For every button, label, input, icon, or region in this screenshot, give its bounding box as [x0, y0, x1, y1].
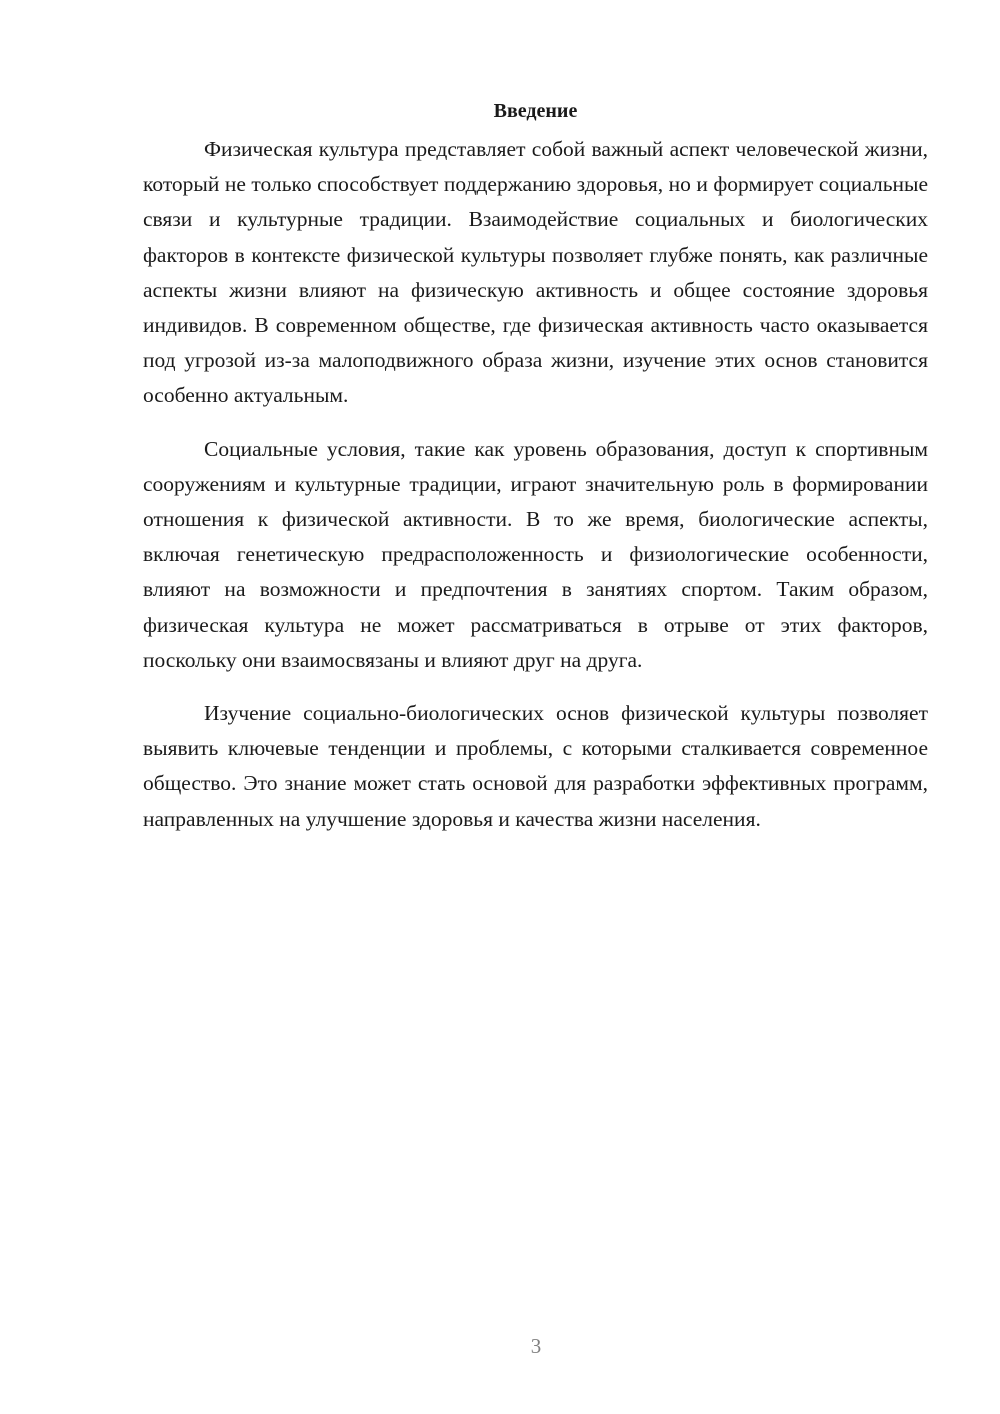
paragraph-2: Социальные условия, такие как уровень образования, доступ к спортивным сооружениям и культурные традиции, играют значительную роль в формировании отношения к физической активности. В то же время, биологические аспекты, включая генетическую предрасположенность и физиологические особенности, влияют на возможности и предпочтения в занятиях спортом. Таким образом, физическая культура не может рассматриваться в отрыве от этих факторов, поскольку они взаимосвязаны и влияют друг на друга. [143, 436, 928, 672]
section-heading: Введение [493, 100, 578, 122]
page-content [143, 93, 928, 837]
paragraph-3: Изучение социально-биологических основ физической культуры позволяет выявить ключевые тенденции и проблемы, с которыми сталкивается современное общество. Это знание может стать основой для разработки эффективных программ, направленных на улучшение здоровья и качества жизни населения. [143, 701, 928, 831]
page-number: 3 [530, 1334, 542, 1358]
paragraph-1: Физическая культура представляет собой важный аспект человеческой жизни, который не только способствует поддержанию здоровья, но и формирует социальные связи и культурные традиции. Взаимодействие социальных и биологических факторов в контексте физической культуры позволяет глубже понять, как различные аспекты жизни влияют на физическую активность и общее состояние здоровья индивидов. В современном обществе, где физическая активность часто оказывается под угрозой из-за малоподвижного образа жизни, изучение этих основ становится особенно актуальным. [143, 137, 928, 408]
